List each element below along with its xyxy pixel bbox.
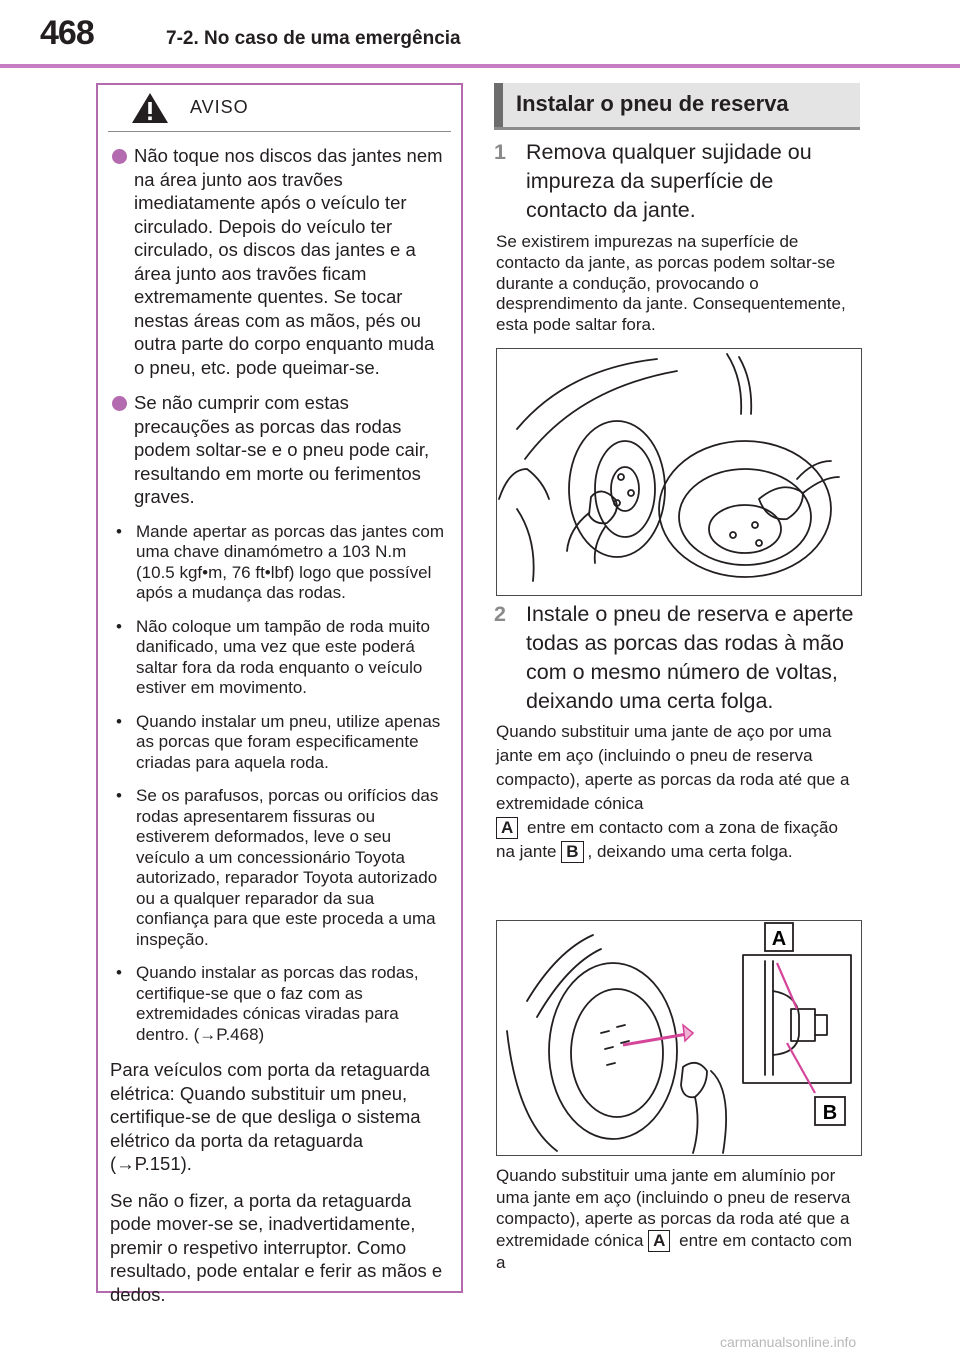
sub-item-text: Mande apertar as porcas das jantes com uma chave dinamómetro a 103 N.m (10.5 kgf•m, 76 ft•lbf) logo que possível após a mudança das rodas.	[136, 521, 445, 602]
warning-label: AVISO	[190, 97, 249, 117]
warning-sub-item: • Não coloque um tampão de roda muito danificado, uma vez que este poderá saltar fora da roda enquanto o veículo estiver em movimento.	[116, 616, 430, 697]
step-2	[494, 600, 860, 716]
warning-sub-item: • Mande apertar as porcas das jantes com uma chave dinamómetro a 103 N.m (10.5 kgf•m, 76 ft•lbf) logo que possível após a mudança das rodas.	[116, 521, 445, 602]
sub-item-text: Não coloque um tampão de roda muito danificado, uma vez que este poderá saltar fora da roda enquanto o veículo estiver em movimento.	[136, 616, 430, 697]
warning-bullet-text: Não toque nos discos das jantes nem na área junto aos travões imediatamente após o veículo ter circulado. Depois do veículo ter circulado, os discos das jantes e a área junto aos travões ficam extremamente quentes. Se tocar nestas áreas com as mãos, pés ou outra parte do corpo enquanto muda o pneu, etc. pode queimar-se.	[134, 145, 443, 378]
step2-note	[496, 720, 858, 864]
step2-note-text: , deixando uma certa folga.	[587, 842, 793, 861]
section-title-accent	[494, 83, 503, 127]
step2-note-b-text: Quando substituir uma jante em alumínio por uma jante em aço (incluindo o pneu de reserva compacto), aperte as porcas da roda até que a extremidade cónica	[496, 1166, 851, 1250]
section-header: 7-2. No caso de uma emergência	[166, 28, 461, 49]
sub-item-text: Quando instalar um pneu, utilize apenas as porcas que foram especificamente criadas para aquela roda.	[136, 711, 441, 772]
section-title: Instalar o pneu de reserva	[516, 91, 789, 116]
step1-note: Se existirem impurezas na superfície de contacto da jante, as porcas podem soltar-se durante a condução, provocando o desprendimento da jante. Consequentemente, esta pode saltar fora.	[496, 232, 846, 335]
step2-note-text: entre em contacto com a zona de fixação na jante	[496, 818, 838, 861]
step-number: 1	[494, 140, 506, 164]
warning-icon	[130, 91, 170, 125]
sub-item-text: Quando instalar as porcas das rodas, certifique-se que o faz com as extremidades cónicas viradas para dentro. (→P.468)	[136, 963, 419, 1044]
step-1	[494, 138, 860, 225]
step2-note-text: Quando substituir uma jante de aço por uma jante em aço (incluindo o pneu de reserva compacto), aperte as porcas da roda até que a extremidade cónica	[496, 722, 850, 813]
bullet-dot-icon	[112, 149, 127, 164]
figure-clean-wheel	[496, 348, 862, 596]
step-text: Remova qualquer sujidade ou impureza da superfície de contacto da jante.	[526, 140, 812, 222]
figure-label-a: A	[771, 928, 787, 950]
warning-sub-item: • Quando instalar as porcas das rodas, certifique-se que o faz com as extremidades cónicas viradas para dentro. (→P.468)	[116, 963, 419, 1044]
figure-tighten-nuts	[496, 920, 862, 1156]
warning-box	[96, 83, 463, 1305]
label-b-box: B	[561, 841, 583, 863]
warning-paragraph: Se não o fizer, a porta da retaguarda pode mover-se se, inadvertidamente, premir o respetivo interruptor. Como resultado, pode entalar e ferir as mãos e dedos.	[110, 1189, 443, 1305]
warning-paragraph: Para veículos com porta da retaguarda elétrica: Quando substituir um pneu, certifique-se de que desliga o sistema elétrico da porta da retaguarda (→P.151).	[110, 1059, 430, 1174]
warning-header	[108, 85, 451, 132]
step-number: 2	[494, 602, 506, 626]
warning-sub-item: • Quando instalar um pneu, utilize apenas as porcas que foram especificamente criadas para aquela roda.	[116, 711, 441, 772]
section-title-bar	[494, 83, 860, 130]
step-text: Instale o pneu de reserva e aperte todas as porcas das rodas à mão com o mesmo número de voltas, deixando uma certa folga.	[526, 602, 854, 713]
page-number: 468	[40, 14, 94, 52]
bullet-dot-icon	[112, 396, 127, 411]
label-a-box: A	[648, 1230, 670, 1252]
watermark: carmanualsonline.info	[720, 1334, 857, 1350]
warning-bullet	[110, 144, 449, 379]
warning-sub-item: • Se os parafusos, porcas ou orifícios das rodas apresentarem fissuras ou estiverem deformados, leve o seu veículo a um concessionário Toyota autorizado, reparador Toyota autorizado ou a qualquer reparador da sua confiança para que este proceda a uma inspeção.	[116, 786, 439, 949]
step2-note-b-text: entre em contacto com a	[496, 1230, 853, 1272]
figure-label-b: B	[822, 1102, 838, 1124]
sub-item-text: Se os parafusos, porcas ou orifícios das rodas apresentarem fissuras ou estiverem deformados, leve o seu veículo a um concessionário Toyota autorizado, reparador Toyota autorizado ou a qualquer reparador da sua confiança para que este proceda a uma inspeção.	[136, 786, 439, 949]
label-a-box: A	[496, 817, 518, 839]
warning-bullet	[110, 391, 449, 509]
step2-note-b	[496, 1165, 858, 1273]
header-rule	[0, 64, 960, 68]
warning-bullet-text: Se não cumprir com estas precauções as porcas das rodas podem soltar-se e o pneu pode cair, resultando em morte ou ferimentos graves.	[134, 392, 430, 507]
